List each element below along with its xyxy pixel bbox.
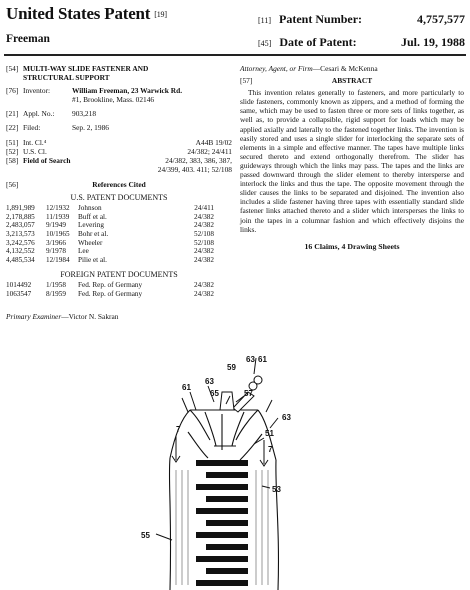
citation-num: 1063547 <box>6 289 32 298</box>
citation-name: Johnson <box>78 204 102 213</box>
citation-cls: 24/382 <box>194 281 214 290</box>
citation-num: 2,483,057 <box>6 221 35 230</box>
filed-field: [22] Filed: Sep. 2, 1986 <box>6 123 109 133</box>
inventor-field: [76] Inventor: William Freeman, 23 Warwick Rd. #1, Brookline, Mass. 02146 <box>6 86 183 105</box>
citation-row <box>6 290 232 299</box>
citation-row <box>6 256 232 265</box>
citation-cls: 24/382 <box>194 221 214 230</box>
header-rule <box>4 54 466 56</box>
us-docs-heading: U.S. PATENT DOCUMENTS <box>70 193 168 203</box>
foreign-docs-list <box>6 281 232 298</box>
label-61: 61 <box>182 383 191 392</box>
patent-number: 4,757,577 <box>417 12 465 26</box>
citation-name: Levering <box>78 221 104 230</box>
citation-name: Wheeler <box>78 238 103 247</box>
primary-examiner: Primary Examiner—Victor N. Sakran <box>6 312 119 321</box>
citation-row <box>6 204 232 213</box>
citation-cls: 52/108 <box>194 229 214 238</box>
slider-pull <box>220 376 262 412</box>
citation-name: Pilie et al. <box>78 255 107 264</box>
label-63-top: 63 <box>246 355 255 364</box>
citation-date: 10/1965 <box>46 229 70 238</box>
citation-date: 1/1958 <box>46 281 66 290</box>
int-cl-field: [51] Int. Cl.⁴ A44B 19/02 <box>6 137 232 147</box>
citation-row <box>6 239 232 248</box>
references-heading: References Cited <box>92 179 146 189</box>
inventor-surname: Freeman <box>6 33 50 45</box>
citation-num: 3,213,573 <box>6 229 35 238</box>
citation-cls: 24/382 <box>194 289 214 298</box>
label-63-right: 63 <box>282 413 291 422</box>
abstract-heading: ABSTRACT <box>331 76 373 86</box>
label-7-left: 7 <box>176 425 181 434</box>
citation-name: Lee <box>78 247 89 256</box>
citation-row <box>6 213 232 222</box>
label-57: 57 <box>244 389 253 398</box>
citation-name: Fed. Rep. of Germany <box>78 289 143 298</box>
citation-cls: 24/382 <box>194 247 214 256</box>
citation-cls: 52/108 <box>194 238 214 247</box>
label-53: 53 <box>272 485 281 494</box>
title-code: [19] <box>154 10 167 19</box>
citation-num: 4,485,534 <box>6 255 35 264</box>
foreign-docs-heading: FOREIGN PATENT DOCUMENTS <box>60 270 178 280</box>
patent-date-line: [45] Date of Patent: Jul. 19, 1988 <box>258 35 466 49</box>
us-cl-field: [52] U.S. Cl. 24/382; 24/411 <box>6 146 232 156</box>
label-61-top: 61 <box>258 355 267 364</box>
claims-summary: 16 Claims, 4 Drawing Sheets <box>304 241 400 251</box>
patent-drawing <box>0 340 470 590</box>
citation-name: Fed. Rep. of Germany <box>78 281 143 290</box>
label-63: 63 <box>205 377 214 386</box>
label-51: 51 <box>265 429 274 438</box>
citation-date: 3/1966 <box>46 238 66 247</box>
citation-num: 2,178,885 <box>6 212 35 221</box>
bibliographic-column <box>6 64 232 299</box>
label-7-right: 7 <box>268 445 273 454</box>
us-docs-list <box>6 204 232 264</box>
field-of-search: [58] Field of Search 24/382, 383, 386, 387, 24/399, 403. 411; 52/108 <box>6 155 232 174</box>
abstract-heading-row: [57] ABSTRACT <box>240 76 464 85</box>
citation-row <box>6 247 232 256</box>
citation-row <box>6 221 232 230</box>
patent-date: Jul. 19, 1988 <box>401 35 466 49</box>
citation-num: 1,891,989 <box>6 204 35 213</box>
citation-cls: 24/382 <box>194 212 214 221</box>
citation-date: 9/1949 <box>46 221 66 230</box>
citation-date: 11/1939 <box>46 212 70 221</box>
citation-date: 12/1984 <box>46 255 70 264</box>
citation-date: 9/1978 <box>46 247 66 256</box>
citation-row <box>6 230 232 239</box>
patent-office-title: United States Patent [19] <box>6 4 167 23</box>
citation-date: 8/1959 <box>46 289 66 298</box>
abstract-column <box>240 64 464 251</box>
label-55: 55 <box>141 531 150 540</box>
label-65: 65 <box>210 389 219 398</box>
abstract-text: This invention relates generally to fasteners, and more particularly to slide fasteners, commonly known as zippers, and a method of forming the same, which may be used to fasten three or more sets of links together, as well as, to provide a collapsible, rigid support for loads which may be applied axially and laterally to the fastened together links. The invention is easily stored and uses a single slider for interlocking the separate sets of elements in a simple and effective manner. The tapes have multiple links secured thereto and extend orthogonally therefrom. The slider has guideways through which the links may pass. The tapes and the links are passed downward through the slider element to thereby intersperse and interlock the links and thus the tape. The opposite movement through the slider causes the links to be separated and disjoined. The invention also includes a slide fastener having three tapes with essentially standard slide fastener links attached thereto and a slider which intersperses the links to join the tapes in a columnar fashion and which effectively disjoins the links. <box>240 88 464 234</box>
title-field: [54] MULTI-WAY SLIDE FASTENER AND STRUCTURAL SUPPORT <box>6 64 149 83</box>
appl-no-field: [21] Appl. No.: 903,218 <box>6 109 97 119</box>
citation-num: 3,242,576 <box>6 238 35 247</box>
patent-number-line: [11] Patent Number: 4,757,577 <box>258 12 465 26</box>
citation-row <box>6 281 232 290</box>
attorney-line: Attorney, Agent, or Firm—Cesari & McKenna <box>240 64 378 73</box>
references-heading-row: [56] References Cited <box>6 180 232 189</box>
citation-cls: 24/411 <box>194 204 214 213</box>
citation-cls: 24/382 <box>194 255 214 264</box>
citation-name: Bohr et al. <box>78 229 109 238</box>
citation-name: Buff et al. <box>78 212 107 221</box>
teeth-pattern <box>196 460 248 586</box>
citation-num: 1014492 <box>6 281 32 290</box>
citation-num: 4,132,552 <box>6 247 35 256</box>
citation-date: 12/1932 <box>46 204 70 213</box>
label-59: 59 <box>227 363 236 372</box>
